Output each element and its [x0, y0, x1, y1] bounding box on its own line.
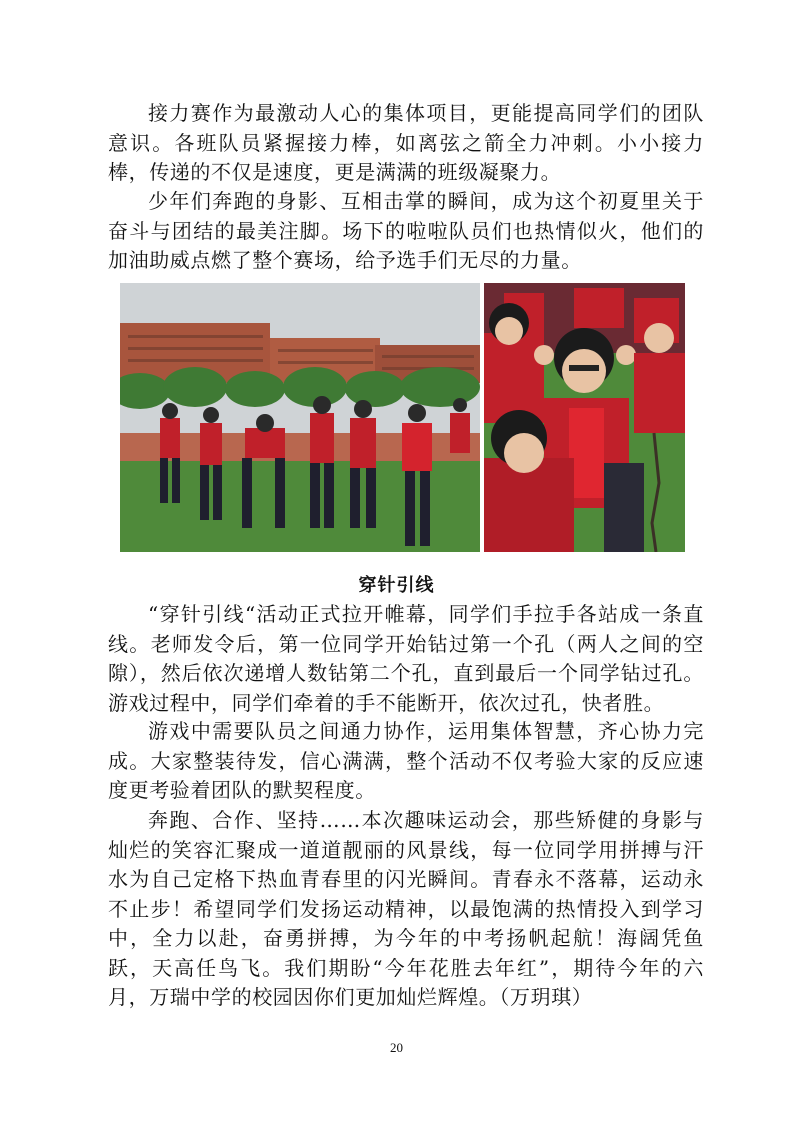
- students-game-photo: [120, 283, 480, 552]
- paragraph-teamwork: 游戏中需要队员之间通力协作，运用集体智慧，齐心协力完成。大家整装待发，信心满满，整个活动不仅考验大家的反应速度更考验着团队的默契程度。: [108, 719, 704, 802]
- photo-students-cheering: [484, 283, 685, 552]
- photo-students-on-field: [120, 283, 480, 552]
- page-number: 20: [390, 1040, 403, 1055]
- section-heading: 穿针引线: [358, 575, 435, 596]
- paragraph-relay-race: 接力赛作为最激动人心的集体项目，更能提高同学们的团队意识。各班队员紧握接力棒，如离弦之箭全力冲刺。小小接力棒，传递的不仅是速度，更是满满的班级凝聚力。: [108, 101, 704, 184]
- paragraph-threading-game: “穿针引线“活动正式拉开帷幕，同学们手拉手各站成一条直线。老师发令后，第一位同学开始钻过第一个孔（两人之间的空隙），然后依次递增人数钻第二个孔，直到最后一个同学钻过孔。游戏过程中，同学们牵着的手不能断开，依次过孔，快者胜。: [108, 602, 704, 715]
- paragraph-cheering: 少年们奔跑的身影、互相击掌的瞬间，成为这个初夏里关于奋斗与团结的最美注脚。场下的啦啦队员们也热情似火，他们的加油助威点燃了整个赛场，给予选手们无尽的力量。: [108, 189, 704, 272]
- students-seated-photo: [484, 283, 685, 552]
- paragraph-conclusion: 奔跑、合作、坚持……本次趣味运动会，那些矫健的身影与灿烂的笑容汇聚成一道道靓丽的风景线，每一位同学用拼搏与汗水为自己定格下热血青春里的闪光瞬间。青春永不落幕，运动永不止步！希望同学们发扬运动精神，以最饱满的热情投入到学习中，全力以赴，奋勇拼搏，为今年的中考扬帆起航！海阔凭鱼跃，天高任鸟飞。我们期盼“今年花胜去年红”，期待今年的六月，万瑞中学的校园因你们更加灿烂辉煌。（万玥琪）: [108, 808, 704, 1009]
